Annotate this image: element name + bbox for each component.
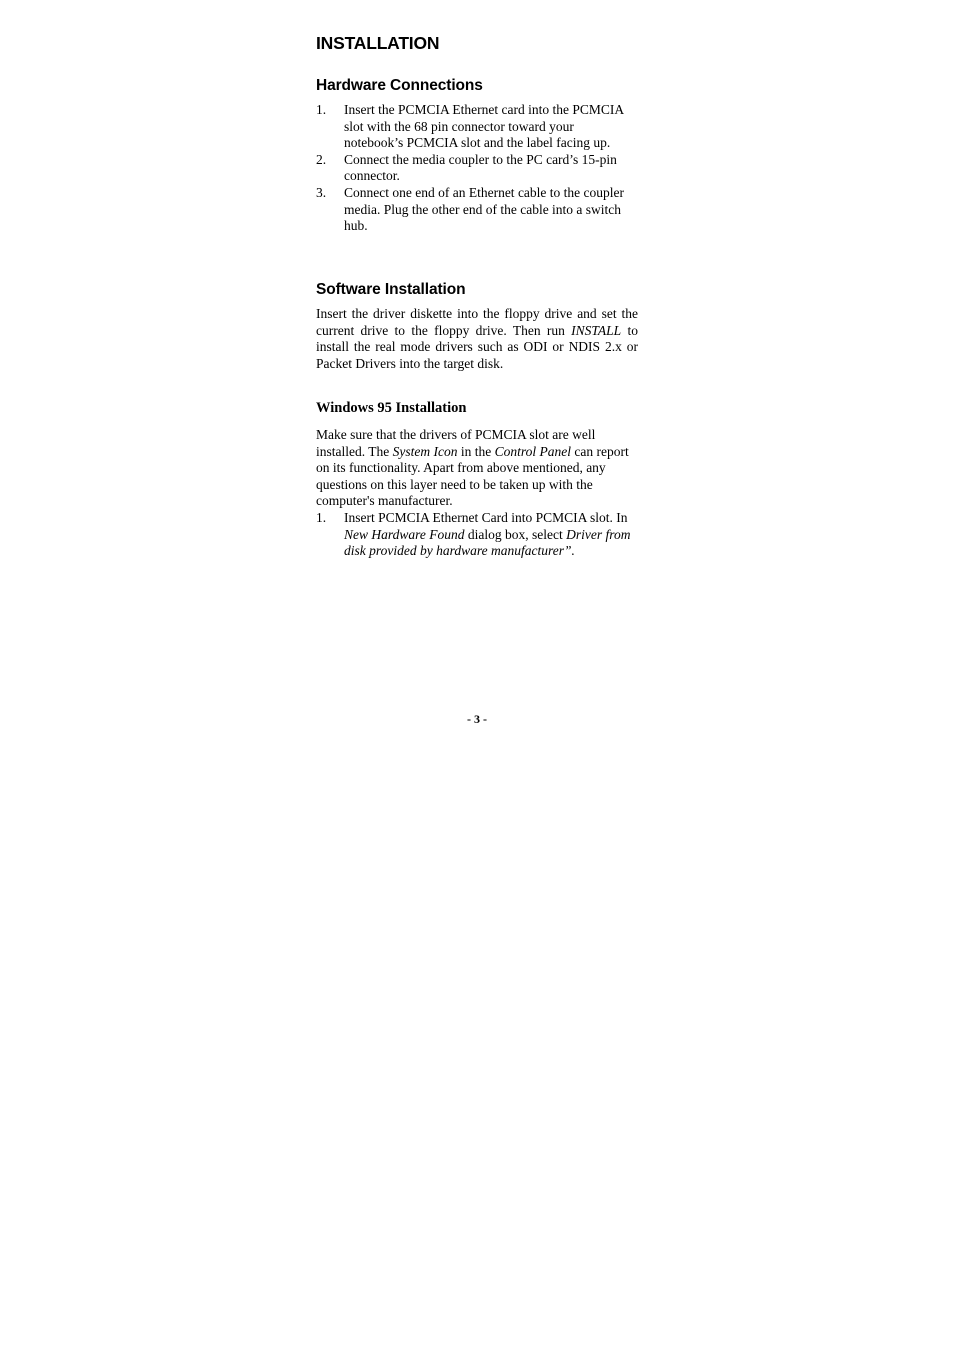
page-title: INSTALLATION xyxy=(316,33,440,53)
windows95-paragraph xyxy=(316,427,644,510)
step-number: 3. xyxy=(316,184,327,200)
install-term: INSTALL xyxy=(571,322,622,338)
win95-text-c: can report on its functionality. Apart from above mentioned, any questions on this layer need to be taken up with the computer's manufacturer. xyxy=(316,443,629,509)
hardware-connections-heading: Hardware Connections xyxy=(316,77,483,94)
driver-option-term: Driver from disk provided by hardware manufacturer”. xyxy=(344,526,631,559)
system-icon-term: System Icon xyxy=(392,443,458,459)
software-text-1: Insert the driver diskette into the floppy drive and set the current drive to the floppy drive. Then run xyxy=(316,306,638,338)
win95-text-a: Make sure that the drivers of PCMCIA slot are well installed. The xyxy=(316,427,596,459)
step-text-a: Insert PCMCIA Ethernet Card into PCMCIA slot. In xyxy=(344,510,628,525)
new-hardware-found-term: New Hardware Found xyxy=(344,526,465,542)
hardware-steps-list xyxy=(316,102,642,235)
list-item xyxy=(316,185,642,235)
list-item xyxy=(316,152,642,185)
software-text-2: to install the real mode drivers such as ODI or NDIS 2.x or Packet Drivers into the target disk. xyxy=(316,322,639,371)
step-number: 2. xyxy=(316,151,327,167)
step-text-b: dialog box, select xyxy=(467,526,563,542)
step-text: Connect one end of an Ethernet cable to the coupler media. Plug the other end of the cable into a switch hub. xyxy=(344,184,625,234)
step-number: 1. xyxy=(316,102,327,117)
page-number: - 3 - xyxy=(467,712,487,726)
windows95-steps-list xyxy=(316,510,642,560)
control-panel-term: Control Panel xyxy=(494,443,571,459)
list-item xyxy=(316,510,642,560)
step-text xyxy=(344,510,642,560)
step-text: Insert the PCMCIA Ethernet card into the PCMCIA slot with the 68 pin connector toward your notebook’s PCMCIA slot and the label facing up. xyxy=(344,102,624,151)
windows95-installation-heading: Windows 95 Installation xyxy=(316,400,467,416)
step-text: Connect the media coupler to the PC card’s 15-pin connector. xyxy=(344,151,617,184)
software-paragraph xyxy=(316,306,638,372)
list-item xyxy=(316,102,642,152)
step-number: 1. xyxy=(316,510,327,525)
win95-text-b: in the xyxy=(460,443,492,459)
software-installation-heading: Software Installation xyxy=(316,281,466,298)
